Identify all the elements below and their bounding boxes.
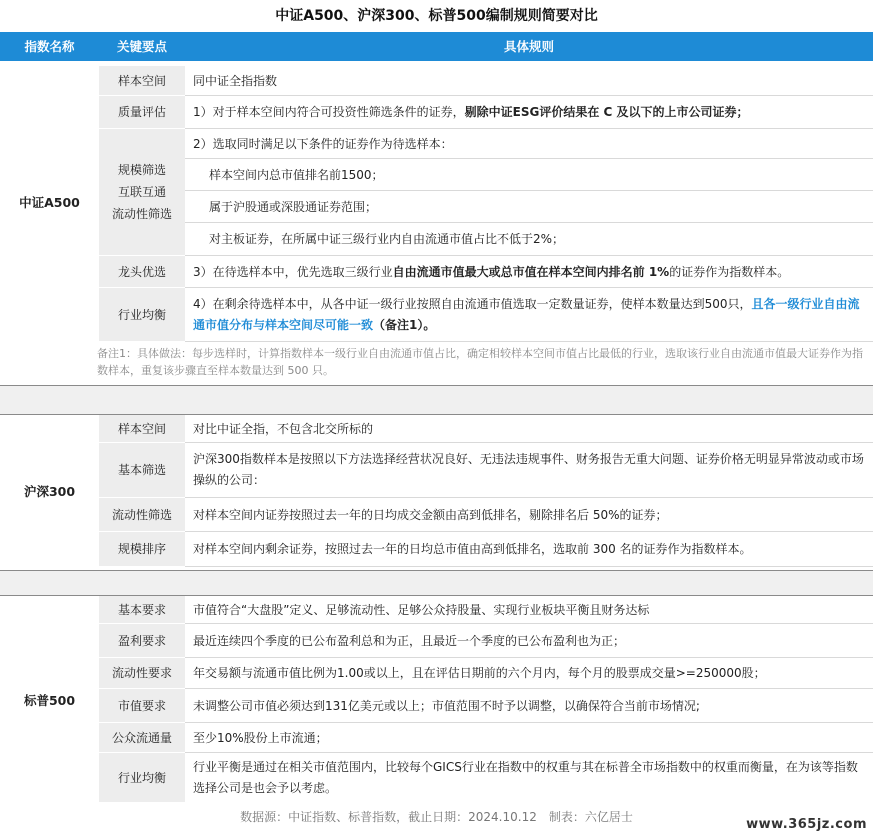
index-name-sp500: 标普500 xyxy=(0,596,99,803)
rule-scale-ranking: 对样本空间内剩余证券，按照过去一年的日均总市值由高到低排名，选取前 300 名的证券作为指数样本。 xyxy=(185,532,873,567)
rule-screening-3: 对主板证券，在所属中证三级行业内自由流通市值占比不低于2%； xyxy=(185,223,873,256)
key-leader: 龙头优选 xyxy=(99,256,185,288)
rule-balance-blue: 且各一级行业自由流通市值分布与样本空间尽可能一致 xyxy=(193,296,860,332)
rule-quality xyxy=(185,96,873,129)
rule-industry-balance xyxy=(185,288,873,342)
index-name-hs300: 沪深300 xyxy=(0,415,99,567)
key-scale-screening: 规模筛选 xyxy=(117,163,166,177)
key-basic-screening: 基本筛选 xyxy=(99,443,185,498)
rule-liquidity-screening: 对样本空间内证券按照过去一年的日均成交金额由高到低排名，剔除排名后 50%的证券； xyxy=(185,498,873,532)
rule-quality-text: 1）对于样本空间内符合可投资性筛选条件的证券， xyxy=(193,105,465,119)
header-key-points: 关键要点 xyxy=(116,39,167,54)
rule-leader-c: 的证券作为指数样本。 xyxy=(669,264,790,279)
section-gap xyxy=(0,386,873,414)
rule-industry-balance: 行业平衡是通过在相关市值范围内，比较每个GICS行业在指数中的权重与其在标普全市场指数中的权重而衡量，在为该等指数选择公司是也会予以考虑。 xyxy=(193,760,858,795)
index-name-a500: 中证A500 xyxy=(0,61,99,343)
rule-market-cap: 未调整公司市值必须达到131亿美元或以上；市值范围不时予以调整，以确保符合当前市场情况; xyxy=(185,689,873,723)
rule-quality-bold: 剔除中证ESG评价结果在 C 及以下的上市公司证券； xyxy=(464,105,749,119)
key-market-cap: 市值要求 xyxy=(99,689,185,723)
key-industry-balance: 行业均衡 xyxy=(99,288,185,342)
key-industry-balance: 行业均衡 xyxy=(99,753,185,803)
key-sample-space: 样本空间 xyxy=(99,66,185,96)
key-sample-space: 样本空间 xyxy=(99,415,185,443)
rule-leader xyxy=(185,256,873,288)
rule-balance-a: 4）在剩余待选样本中，从各中证一级行业按照自由流通市值选取一定数量证券，使样本数量达到500只， xyxy=(193,296,752,311)
key-profit: 盈利要求 xyxy=(99,624,185,658)
watermark: www.365jz.com xyxy=(746,817,867,832)
header-rules: 具体规则 xyxy=(503,39,554,54)
rule-leader-bold: 自由流通市值最大或总市值在样本空间内排名前 1% xyxy=(392,264,670,279)
header-index-name: 指数名称 xyxy=(24,39,75,54)
key-liquidity-screening: 流动性筛选 xyxy=(111,207,172,221)
rule-screening-2: 属于沪股通或深股通证券范围； xyxy=(185,191,873,223)
rule-leader-a: 3）在待选样本中，优先选取三级行业 xyxy=(193,264,393,279)
rule-screening-intro: 2）选取同时满足以下条件的证券作为待选样本： xyxy=(185,129,873,159)
table-header xyxy=(0,32,873,61)
rule-basic-screening: 沪深300指数样本是按照以下方法选择经营状况良好、无违法违规事件、财务报告无重大问题、证券价格无明显异常波动或市场操纵的公司： xyxy=(185,443,873,498)
key-quality: 质量评估 xyxy=(99,96,185,129)
key-scale-ranking: 规模排序 xyxy=(99,532,185,567)
source-note: 数据源：中证指数、标普指数，截止日期：2024.10.12 制表：六亿居士 xyxy=(240,810,633,824)
key-basic-requirements: 基本要求 xyxy=(99,596,185,624)
rule-sample-space: 对比中证全指，不包含北交所标的 xyxy=(185,415,873,443)
key-liquidity-screening: 流动性筛选 xyxy=(99,498,185,532)
key-liquidity: 流动性要求 xyxy=(99,658,185,689)
rule-public-float: 至少10%股份上市流通； xyxy=(185,723,873,753)
key-public-float: 公众流通量 xyxy=(99,723,185,753)
rule-screening-1: 样本空间内总市值排名前1500； xyxy=(185,159,873,191)
rule-balance-c: （备注1）。 xyxy=(373,317,436,332)
key-screening xyxy=(99,129,185,256)
rule-basic-requirements: 市值符合“大盘股”定义、足够流动性、足够公众持股量、实现行业板块平衡且财务达标 xyxy=(185,596,873,624)
note-1: 备注1：具体做法：每步选样时，计算指数样本一级行业自由流通市值占比，确定相较样本空间市值占比最低的行业，选取该行业自由流通市值最大证券作为指数样本，重复该步骤直至样本数量达到 500 只。 xyxy=(97,347,863,377)
section-gap xyxy=(0,571,873,595)
key-connect: 互联互通 xyxy=(117,185,166,199)
page-title: 中证A500、沪深300、标普500编制规则简要对比 xyxy=(275,8,598,24)
rule-profit: 最近连续四个季度的已公布盈利总和为正，且最近一个季度的已公布盈利也为正； xyxy=(185,624,873,658)
rule-liquidity: 年交易额与流通市值比例为1.00或以上，且在评估日期前的六个月内，每个月的股票成交量>=250000股； xyxy=(185,658,873,689)
rule-sample-space: 同中证全指指数 xyxy=(185,66,873,96)
